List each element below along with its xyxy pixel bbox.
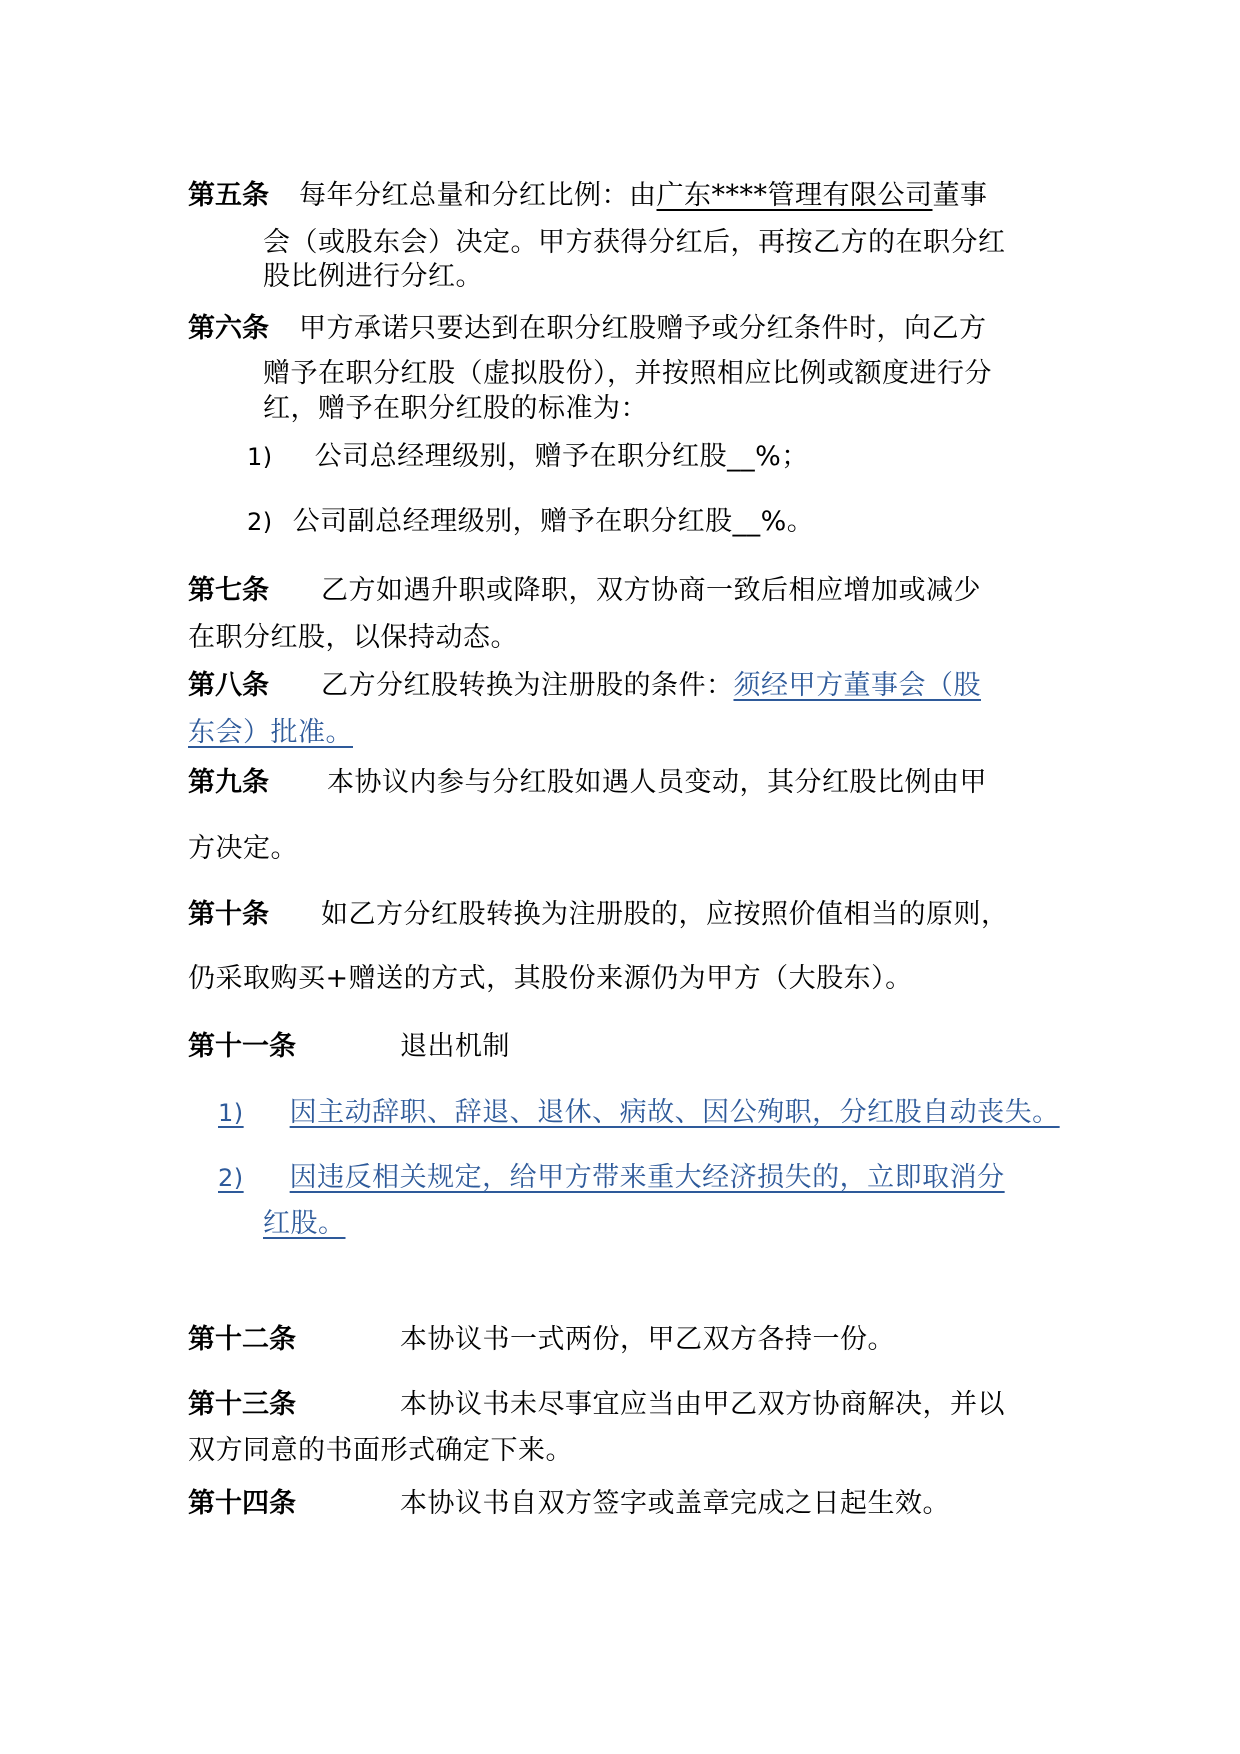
article-6-item-1 <box>247 438 809 476</box>
article-9-text-2-end: 。 <box>270 833 298 864</box>
article-14-title: 第十四条 <box>188 1488 296 1519</box>
article-10-text-start: 如 <box>321 899 349 930</box>
article-7-line-1 <box>188 572 981 610</box>
article-14-line-1 <box>188 1485 950 1523</box>
article-10-line-2: 仍采取购买+赠送的方式，其股份来源仍为甲方（大股东）。 <box>188 963 913 994</box>
article-9-text-end: 甲 <box>959 767 987 798</box>
article-13-line-1 <box>188 1386 1005 1424</box>
item-text: 公司总经理级别，赠予在职分红股 <box>314 441 728 472</box>
article-10-title: 第十条 <box>188 899 269 930</box>
item-text: 因违反相关规定，给甲方带来重大经济损失的，立即取消分 <box>289 1162 1005 1193</box>
item-number: 1) <box>247 443 273 471</box>
article-9-title: 第九条 <box>188 767 269 798</box>
article-8-link-cont[interactable]: 东会）批准。 <box>188 717 353 748</box>
article-6-title: 第六条 <box>188 313 269 344</box>
article-5-line-1 <box>188 177 988 215</box>
item-end: 。 <box>786 506 815 537</box>
item-number: 2) <box>247 508 273 536</box>
article-7-line-2: 在职分红股，以保持动态。 <box>188 622 518 653</box>
article-12-line-1 <box>188 1321 895 1359</box>
article-10-line-1 <box>188 896 1009 934</box>
article-9-line-2 <box>188 830 298 868</box>
article-13-title: 第十三条 <box>188 1389 296 1420</box>
article-8-line-1 <box>188 667 981 705</box>
article-11-text: 退出机制 <box>400 1031 510 1062</box>
article-11-line-1 <box>188 1028 510 1066</box>
item-number: 1) <box>218 1099 244 1127</box>
article-7-title: 第七条 <box>188 575 269 606</box>
article-9-line-1 <box>188 764 987 802</box>
article-9-text: 本协议内参与分红股如遇人员变动，其分红股比例由 <box>327 767 960 798</box>
article-8-text: 乙方分红股转换为注册股的条件： <box>321 670 734 701</box>
item-end: ； <box>781 441 809 472</box>
article-6-item-2 <box>247 503 814 541</box>
item-blank: __% <box>732 506 787 537</box>
article-10-text: 乙方分红股转换为注册股的，应按照价值相当的原则， <box>348 899 1009 930</box>
article-11-item-2[interactable] <box>218 1159 1005 1197</box>
item-text: 因主动辞职、辞退、退休、病故、因公殉职，分红股自动丧失。 <box>289 1097 1060 1128</box>
article-6-line-1 <box>188 310 987 348</box>
article-5-text: 每年分红总量和分红比例：由 <box>299 180 657 211</box>
article-11-item-1[interactable] <box>218 1094 1060 1132</box>
article-6-text: 甲方承诺只要达到在职分红股赠予或分红条件时，向乙方 <box>299 313 987 344</box>
article-11-item-2-cont[interactable]: 红股。 <box>263 1208 346 1239</box>
article-8-link[interactable]: 须经甲方董事会（股 <box>733 670 981 701</box>
article-6-line-3: 红，赠予在职分红股的标准为： <box>263 393 648 424</box>
item-text: 公司副总经理级别，赠予在职分红股 <box>292 506 733 537</box>
article-13-line-2: 双方同意的书面形式确定下来。 <box>188 1435 573 1466</box>
article-12-text: 本协议书一式两份，甲乙双方各持一份。 <box>400 1324 895 1355</box>
article-6-line-2: 赠予在职分红股（虚拟股份），并按照相应比例或额度进行分 <box>263 358 992 389</box>
article-5-text-end: 董事 <box>932 180 988 211</box>
article-5-title: 第五条 <box>188 180 269 211</box>
company-name: 广东****管理有限公司 <box>656 180 933 211</box>
article-14-text: 本协议书自双方签字或盖章完成之日起生效。 <box>400 1488 950 1519</box>
article-9-text-2: 方决定 <box>188 833 271 864</box>
article-8-title: 第八条 <box>188 670 269 701</box>
article-5-line-2: 会（或股东会）决定。甲方获得分红后，再按乙方的在职分红 <box>263 227 1006 258</box>
article-8-line-2 <box>188 714 353 752</box>
article-13-text: 本协议书未尽事宜应当由甲乙双方协商解决，并以 <box>400 1389 1005 1420</box>
article-11-title: 第十一条 <box>188 1031 296 1062</box>
item-number: 2) <box>218 1164 244 1192</box>
article-12-title: 第十二条 <box>188 1324 296 1355</box>
article-7-text: 乙方如遇升职或降职，双方协商一致后相应增加或减少 <box>321 575 981 606</box>
article-5-line-3: 股比例进行分红。 <box>263 261 483 292</box>
item-blank: __% <box>727 441 782 472</box>
